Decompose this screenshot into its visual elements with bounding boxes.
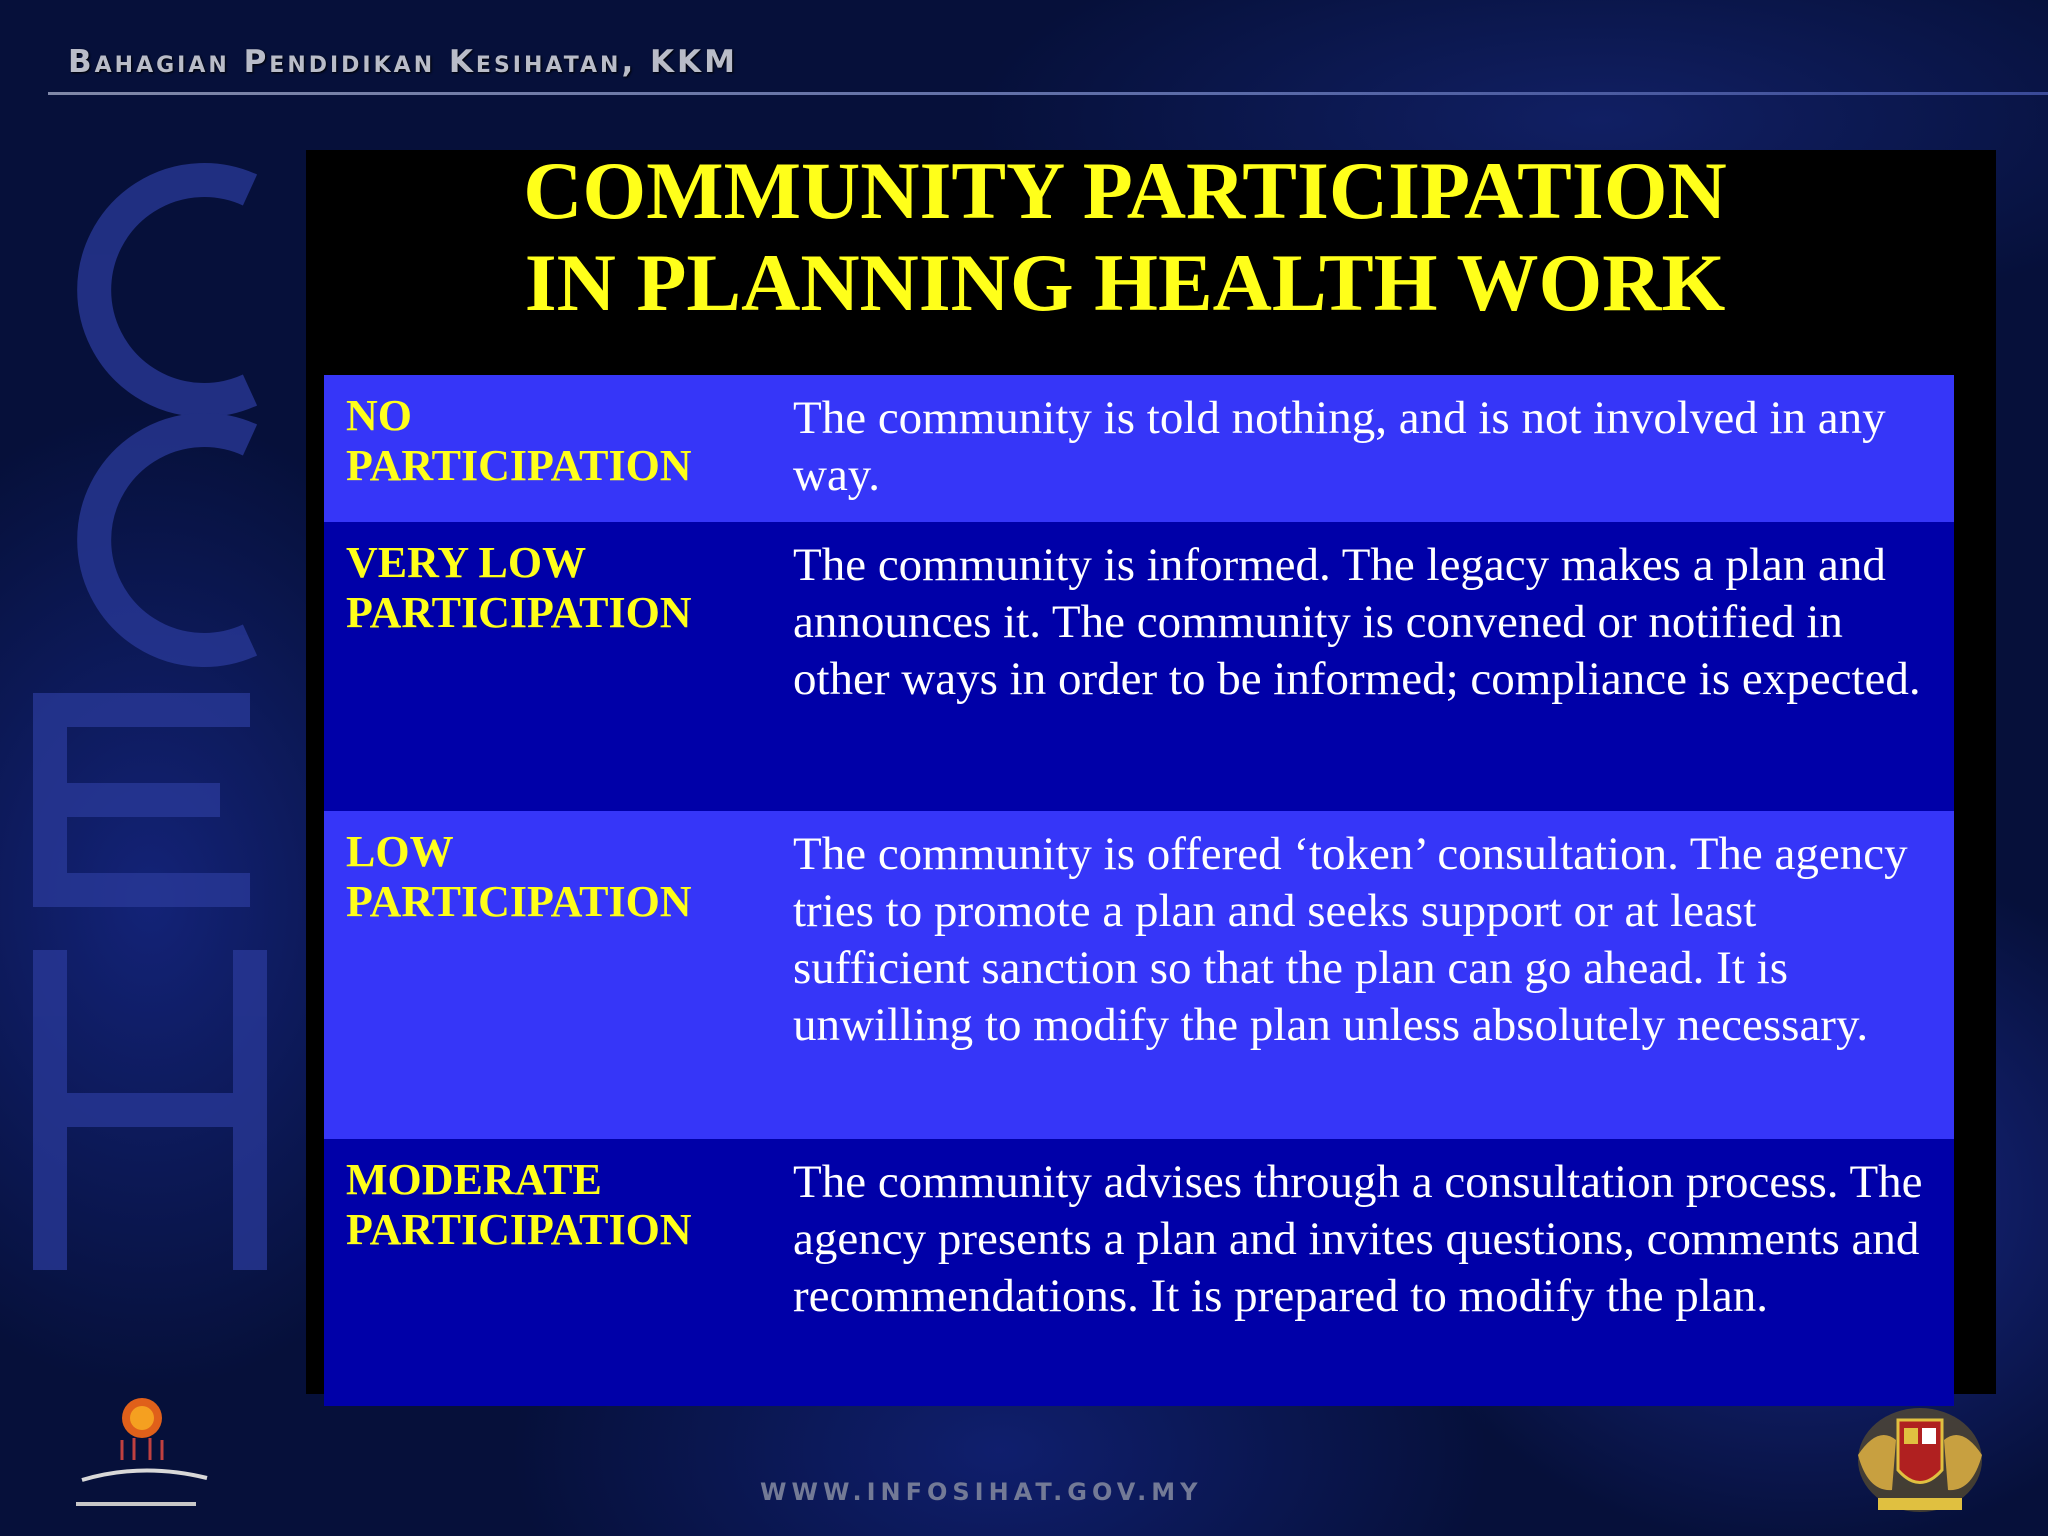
participation-description: The community is informed. The legacy makes a plan and announces it. The community is convened or notified in other ways in order to be informed; compliance is expected. [793, 539, 1921, 705]
slide-title [430, 145, 1820, 329]
table-row [324, 1139, 1954, 1406]
header-divider [48, 92, 2048, 95]
participation-level [346, 1155, 746, 1255]
table-row [324, 522, 1954, 811]
table-row [324, 811, 1954, 1139]
level-line-1: MODERATE [346, 1155, 602, 1204]
table-row [324, 375, 1954, 522]
hecc-text: HECC [130, 170, 133, 171]
participation-level [346, 827, 746, 927]
website-url: WWW.INFOSIHAT.GOV.MY [760, 1478, 1203, 1506]
participation-level [346, 391, 746, 491]
title-line-1: COMMUNITY PARTICIPATION [523, 145, 1727, 236]
level-line-2: PARTICIPATION [346, 1205, 692, 1254]
hecc-watermark-logo [20, 150, 290, 1290]
participation-description: The community advises through a consultation process. The agency presents a plan and invites questions, comments and recommendations. It is prepared to modify the plan. [793, 1156, 1923, 1322]
participation-description: The community is told nothing, and is not involved in any way. [793, 392, 1886, 501]
level-line-2: PARTICIPATION [346, 877, 692, 926]
malaysia-coat-of-arms [1848, 1400, 1992, 1520]
department-header: Bahagian Pendidikan Kesihatan, KKM [68, 44, 738, 80]
level-line-2: PARTICIPATION [346, 441, 692, 490]
level-line-1: NO [346, 391, 412, 440]
participation-level [346, 538, 746, 638]
level-line-2: PARTICIPATION [346, 588, 692, 637]
participation-table [324, 375, 1954, 1406]
title-line-2: IN PLANNING HEALTH WORK [524, 237, 1726, 328]
level-line-1: VERY LOW [346, 538, 587, 587]
health-promotion-logo [62, 1390, 222, 1520]
participation-description: The community is offered ‘token’ consultation. The agency tries to promote a plan and seeks support or at least sufficient sanction so that the plan can go ahead. It is unwilling to modify the plan unless absolutely necessary. [793, 828, 1908, 1051]
level-line-1: LOW [346, 827, 454, 876]
